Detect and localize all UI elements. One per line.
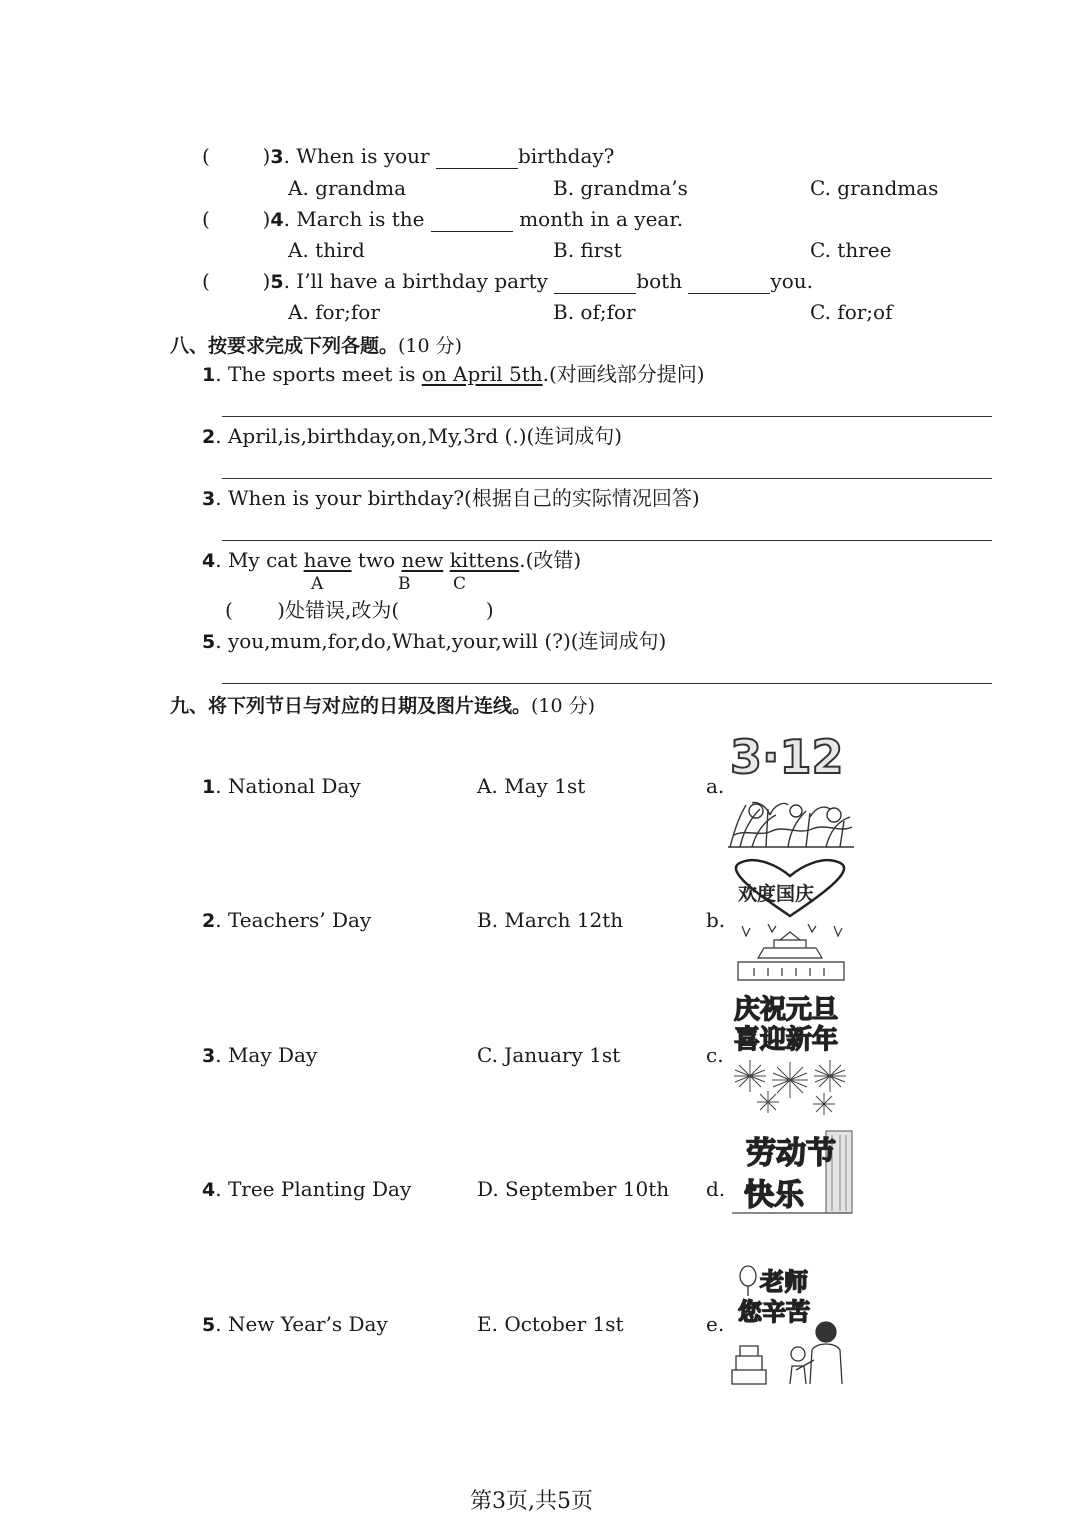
q3-option-c[interactable]: C. grandmas — [810, 176, 939, 200]
fix-text: )处错误,改为( — [277, 598, 400, 622]
fill-blank-1[interactable] — [554, 273, 636, 294]
q4-option-a[interactable]: A. third — [288, 238, 365, 262]
fill-blank[interactable] — [436, 148, 518, 169]
question-text: . April,is,birthday,on,My,3rd (.)(连词成句) — [215, 424, 623, 448]
item-number: 3 — [202, 1045, 216, 1067]
question-number: 3 — [270, 146, 284, 168]
question-text: . My cat — [215, 548, 304, 572]
question-number: 3 — [202, 488, 216, 510]
option-c-word: kittens — [449, 548, 520, 572]
date-b[interactable]: B. March 12th — [477, 908, 624, 932]
item-number: 5 — [202, 1314, 216, 1336]
label-c: C — [453, 574, 467, 594]
national-day-picture[interactable] — [728, 858, 853, 983]
holiday-name: . Teachers’ Day — [215, 908, 372, 932]
question-number: 4 — [202, 550, 216, 572]
pic-b-title: 欢度国庆 — [738, 883, 815, 905]
question-text: . you,mum,for,do,What,your,will (?)(连词成句) — [215, 629, 667, 653]
q5-option-a[interactable]: A. for;for — [288, 300, 380, 324]
question-number: 1 — [202, 364, 216, 386]
q3-option-b[interactable]: B. grandma’s — [553, 176, 688, 200]
holiday-name: . New Year’s Day — [215, 1312, 388, 1336]
pic-label-e: e. — [706, 1312, 725, 1336]
q5-option-c[interactable]: C. for;of — [810, 300, 893, 324]
answer-paren-open: ( — [202, 269, 210, 293]
s8-q2 — [202, 424, 622, 449]
question-number: 5 — [270, 271, 284, 293]
s8-q4-fix — [225, 598, 494, 622]
pic-c-title-1: 庆祝元旦 — [734, 995, 839, 1025]
item-number: 1 — [202, 776, 216, 798]
date-e[interactable]: E. October 1st — [477, 1312, 624, 1336]
section9-title: 九、将下列节日与对应的日期及图片连线。 — [170, 695, 532, 717]
q4-option-b[interactable]: B. first — [553, 238, 622, 262]
date-a[interactable]: A. May 1st — [477, 774, 586, 798]
question-number: 4 — [270, 209, 284, 231]
pic-label-d: d. — [706, 1177, 726, 1201]
section8-title: 八、按要求完成下列各题。 — [170, 335, 399, 357]
fix-paren-open: ( — [225, 598, 233, 622]
date-c[interactable]: C. January 1st — [477, 1043, 621, 1067]
question-text-after: you. — [770, 269, 814, 293]
pic-c-title-2: 喜迎新年 — [734, 1025, 839, 1055]
question-text: . March is the — [283, 207, 425, 231]
pic-d-title-1: 劳动节 — [746, 1136, 836, 1171]
may-day-picture[interactable] — [728, 1127, 853, 1217]
holiday-4[interactable] — [202, 1177, 411, 1202]
holiday-5[interactable] — [202, 1312, 388, 1337]
answer-paren-open: ( — [202, 144, 210, 168]
pic-d-title-2: 快乐 — [744, 1178, 804, 1213]
answer-line-5[interactable] — [222, 683, 992, 684]
item-number: 4 — [202, 1179, 216, 1201]
question-text: . When is your — [283, 144, 430, 168]
q4-option-c[interactable]: C. three — [810, 238, 892, 262]
date-d[interactable]: D. September 10th — [477, 1177, 670, 1201]
tree-planting-picture[interactable] — [726, 725, 856, 850]
new-year-picture[interactable] — [728, 992, 853, 1117]
page-footer: 第3页,共5页 — [470, 1489, 593, 1514]
question-instruction: .(改错) — [519, 548, 582, 572]
pic-e-title-1: 老师 — [760, 1268, 808, 1296]
question-text: . I’ll have a birthday party — [283, 269, 548, 293]
question-number: 2 — [202, 426, 216, 448]
pic-label-a: a. — [706, 774, 725, 798]
q5-row — [202, 269, 813, 294]
label-b: B — [398, 574, 411, 594]
section9-points: (10 分) — [531, 695, 596, 717]
holiday-2[interactable] — [202, 908, 371, 933]
answer-line-2[interactable] — [222, 478, 992, 479]
question-text: . When is your birthday?(根据自己的实际情况回答) — [215, 486, 700, 510]
s8-q5 — [202, 629, 666, 654]
answer-line-3[interactable] — [222, 540, 992, 541]
holiday-1[interactable] — [202, 774, 361, 799]
question-text-after: birthday? — [517, 144, 615, 168]
holiday-3[interactable] — [202, 1043, 317, 1068]
pic-a-title: 3·12 — [730, 730, 844, 784]
section9-heading — [170, 691, 595, 718]
pic-label-c: c. — [706, 1043, 724, 1067]
answer-paren-close: ) — [262, 207, 271, 231]
s8-q1 — [202, 362, 705, 387]
s8-q3 — [202, 486, 700, 511]
section8-heading — [170, 331, 462, 358]
answer-paren-close: ) — [262, 269, 271, 293]
item-number: 2 — [202, 910, 216, 932]
holiday-name: . Tree Planting Day — [215, 1177, 412, 1201]
fill-blank-2[interactable] — [688, 273, 770, 294]
question-text-mid: both — [636, 269, 683, 293]
fill-blank[interactable] — [431, 211, 513, 232]
q3-option-a[interactable]: A. grandma — [288, 176, 407, 200]
section8-points: (10 分) — [398, 335, 463, 357]
s8-q4 — [202, 548, 581, 573]
question-text-after: month in a year. — [519, 207, 684, 231]
teachers-day-picture[interactable] — [726, 1262, 851, 1387]
underlined-phrase: on April 5th — [421, 362, 543, 386]
holiday-name: . May Day — [215, 1043, 318, 1067]
label-a: A — [311, 574, 324, 594]
q3-row — [202, 144, 614, 169]
q5-option-b[interactable]: B. of;for — [553, 300, 636, 324]
answer-line-1[interactable] — [222, 416, 992, 417]
pic-e-title-2: 您辛苦 — [738, 1298, 810, 1326]
question-text: two — [351, 548, 402, 572]
option-a-word: have — [303, 548, 352, 572]
pic-label-b: b. — [706, 908, 726, 932]
question-instruction: .(对画线部分提问) — [542, 362, 705, 386]
q4-row — [202, 207, 683, 232]
holiday-name: . National Day — [215, 774, 361, 798]
question-number: 5 — [202, 631, 216, 653]
answer-paren-open: ( — [202, 207, 210, 231]
answer-paren-close: ) — [262, 144, 271, 168]
option-b-word: new — [401, 548, 444, 572]
question-text: . The sports meet is — [215, 362, 422, 386]
fix-paren-close: ) — [485, 598, 494, 622]
